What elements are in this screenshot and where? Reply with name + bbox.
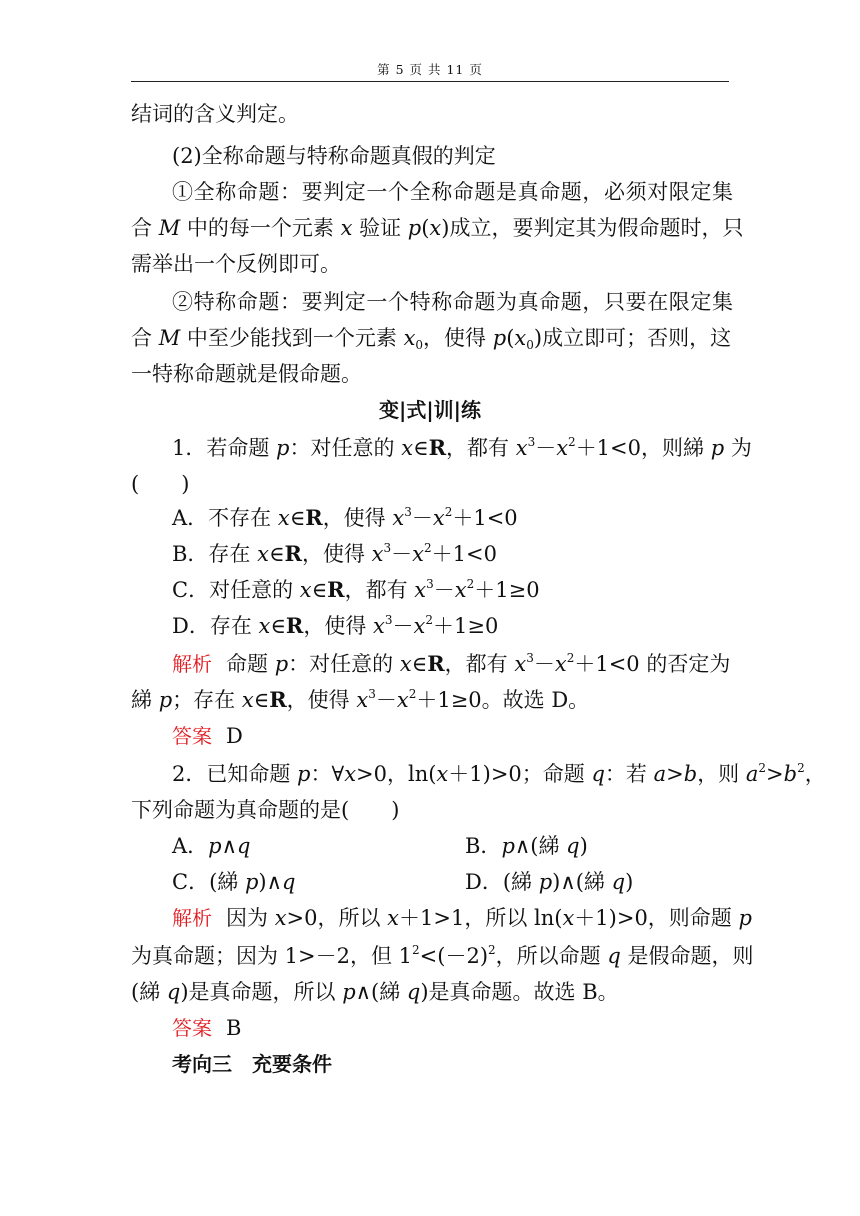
option-a: A．p∧q — [172, 834, 251, 858]
option-c: C．对任意的 x∈R，都有 $x^3-x^2+1\ge 0$ — [172, 577, 540, 602]
section-title: 变|式|训|练 — [379, 398, 481, 422]
explanation-1: 解析 命题 p：对任意的 x∈R，都有 $x^3-x^2+1<0$ 的否定为 — [172, 651, 731, 676]
answer-label: 答案 — [172, 1016, 212, 1040]
explanation-label: 解析 — [172, 906, 212, 930]
option-c: C．(綈 p)∧q — [172, 870, 296, 894]
question-2-stem-cont: 下列命题为真命题的是( ) — [131, 798, 400, 822]
page-header: 第 5 页 共 11 页 — [377, 62, 483, 77]
options-row-2 — [172, 868, 730, 896]
text-line: (2)全称命题与特称命题真假的判定 — [172, 144, 496, 168]
options-row-1 — [172, 832, 730, 860]
question-1-stem: 1．若命题 p：对任意的 x∈R，都有 $x^3-x^2+1<0$，则綈 p 为 — [172, 435, 752, 460]
answer-label: 答案 — [172, 724, 212, 748]
explanation-2-cont: 为真命题；因为 1>－2，但 $1^2<(-2)^2$，所以命题 q 是假命题，则 — [131, 943, 754, 968]
text-line: 需举出一个反例即可。 — [131, 252, 341, 276]
header-divider — [131, 81, 729, 82]
option-d: D．(綈 p)∧(綈 q) — [465, 870, 634, 894]
explanation-2-cont2: (綈 q)是真命题，所以 p∧(綈 q)是真命题。故选 B。 — [131, 980, 619, 1004]
question-2-stem: 2．已知命题 p：∀x>0，ln(x＋1)>0；命题 q：若 a>b，则 $a^2>b^2$， — [172, 761, 826, 786]
answer-1: 答案 D — [172, 724, 243, 748]
option-b: B．存在 x∈R，使得 $x^3-x^2+1<0$ — [172, 541, 497, 566]
explanation-2: 解析 因为 x>0，所以 x＋1>1，所以 ln(x＋1)>0，则命题 p — [172, 906, 752, 930]
answer-2: 答案 B — [172, 1016, 242, 1040]
text-line: 合 M 中至少能找到一个元素 $x_0$，使得 $p(x_0)$成立即可；否则，这 — [131, 326, 732, 352]
option-b: B．p∧(綈 q) — [465, 834, 588, 858]
text-line: 结词的含义判定。 — [131, 102, 299, 126]
explanation-1-cont: 綈 p；存在 x∈R，使得 $x^3-x^2+1\ge 0$。故选 D。 — [131, 687, 590, 712]
question-1-paren: ( ) — [131, 472, 190, 496]
text-line: 合 M 中的每一个元素 x 验证 p(x)成立，要判定其为假命题时，只 — [131, 216, 744, 240]
text-line: ②特称命题：要判定一个特称命题为真命题，只要在限定集 — [172, 290, 734, 314]
text-line: ①全称命题：要判定一个全称命题是真命题，必须对限定集 — [172, 180, 734, 204]
next-section-heading: 考向三 充要条件 — [172, 1052, 332, 1076]
option-d: D．存在 x∈R，使得 $x^3-x^2+1\ge 0$ — [172, 613, 499, 638]
text-line: 一特称命题就是假命题。 — [131, 362, 362, 386]
explanation-label: 解析 — [172, 652, 212, 676]
option-a: A．不存在 x∈R，使得 $x^3-x^2+1<0$ — [172, 505, 518, 530]
